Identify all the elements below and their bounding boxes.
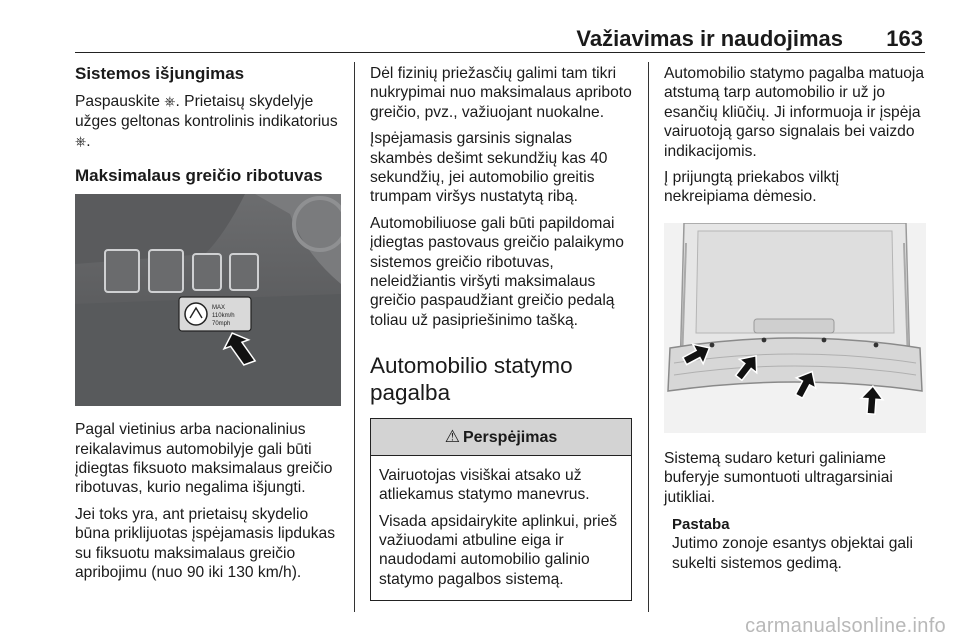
- paragraph: Vairuotojas visiškai atsako už atliekamus statymo manevrus.: [379, 466, 590, 504]
- column-middle: [370, 64, 635, 601]
- watermark: carmanualsonline.info: [745, 615, 946, 637]
- speed-limiter-off-icon: ⎈: [164, 94, 176, 110]
- paragraph: Dėl fizinių priežasčių galimi tam tikri nukrypimai nuo maksimalaus apriboto greičio, pvz., važiuojant nuokalne.: [370, 65, 632, 121]
- paragraph: Į prijungtą priekabos vilktį nekreipiama dėmesio.: [664, 169, 840, 206]
- paragraph: Paspauskite ⎈. Prietaisų skydelyje užges geltonas kontrolinis indikatorius ⎈.: [75, 93, 338, 150]
- note-block: [672, 515, 926, 573]
- sticker-text-line: 110km/h: [212, 313, 235, 320]
- dashboard-illustration: [75, 194, 341, 406]
- paragraph: Automobiliuose gali būti papildomai įdiegtas pastovaus greičio palaikymo sistemos greičio ribotuvas, neleidžiantis viršyti maksimalaus greičio paspaudžiant greičio pedalą toliau už pasipriešinimo tašką.: [370, 214, 624, 329]
- note-title: Pastaba: [672, 516, 730, 534]
- column-left: [75, 64, 343, 589]
- chapter-heading: Automobilio statymo pagalba: [370, 353, 573, 406]
- column-divider: [354, 62, 355, 612]
- rear-bumper-sensors-figure: [664, 223, 926, 433]
- column-right: [664, 64, 926, 573]
- sticker-text-line: 70mph: [212, 321, 231, 328]
- sticker-text-line: MAX: [212, 305, 226, 312]
- paragraph: Visada apsidairykite aplinkui, prieš važiuodami atbuline eiga ir naudodami automobilio galinio statymo pagalbos sistemą.: [379, 512, 618, 588]
- dashboard-sticker-figure: [75, 194, 341, 406]
- section-heading: Sistemos išjungimas: [75, 64, 245, 83]
- column-divider: [648, 62, 649, 612]
- paragraph: Automobilio statymo pagalba matuoja atstumą tarp automobilio ir už jo esančių kliūčių. Ji informuoja ir įspėja vairuotoją garso signalais bei vaizdo indikacijomis.: [664, 65, 925, 160]
- warning-triangle-icon: ⚠: [444, 427, 460, 447]
- paragraph: Įspėjamasis garsinis signalas skambės dešimt sekundžių kas 40 sekundžių, jei automobilio greitis trumpam viršys nustatytą ribą.: [370, 130, 608, 206]
- section-heading: Maksimalaus greičio ribotuvas: [75, 166, 323, 186]
- note-text: Jutimo zonoje esantys objektai gali sukelti sistemos gedimą.: [672, 535, 913, 572]
- page-header: [75, 22, 925, 53]
- paragraph: Sistemą sudaro keturi galiniame buferyje sumontuoti ultragarsiniai jutikliai.: [664, 449, 893, 506]
- header-title: Važiavimas ir naudojimas: [576, 26, 843, 51]
- page-number: 163: [886, 26, 923, 51]
- warning-title: Perspėjimas: [462, 429, 558, 447]
- warning-body: [371, 456, 631, 600]
- paragraph: Jei toks yra, ant prietaisų skydelio būna priklijuotas įspėjamasis lipdukas su fiksuotu maksimalaus greičio apribojimu (nuo 90 iki 130 km/h).: [75, 505, 336, 582]
- rear-bumper-illustration: [664, 223, 926, 433]
- paragraph: Pagal vietinius arba nacionalinius reikalavimus automobilyje gali būti įdiegtas fiksuoto maksimalaus greičio ribotuvas, kurio negalima išjungti.: [75, 421, 333, 497]
- warning-box: [370, 418, 632, 601]
- warning-header: [371, 419, 631, 455]
- speed-limiter-off-icon: ⎈: [75, 133, 87, 150]
